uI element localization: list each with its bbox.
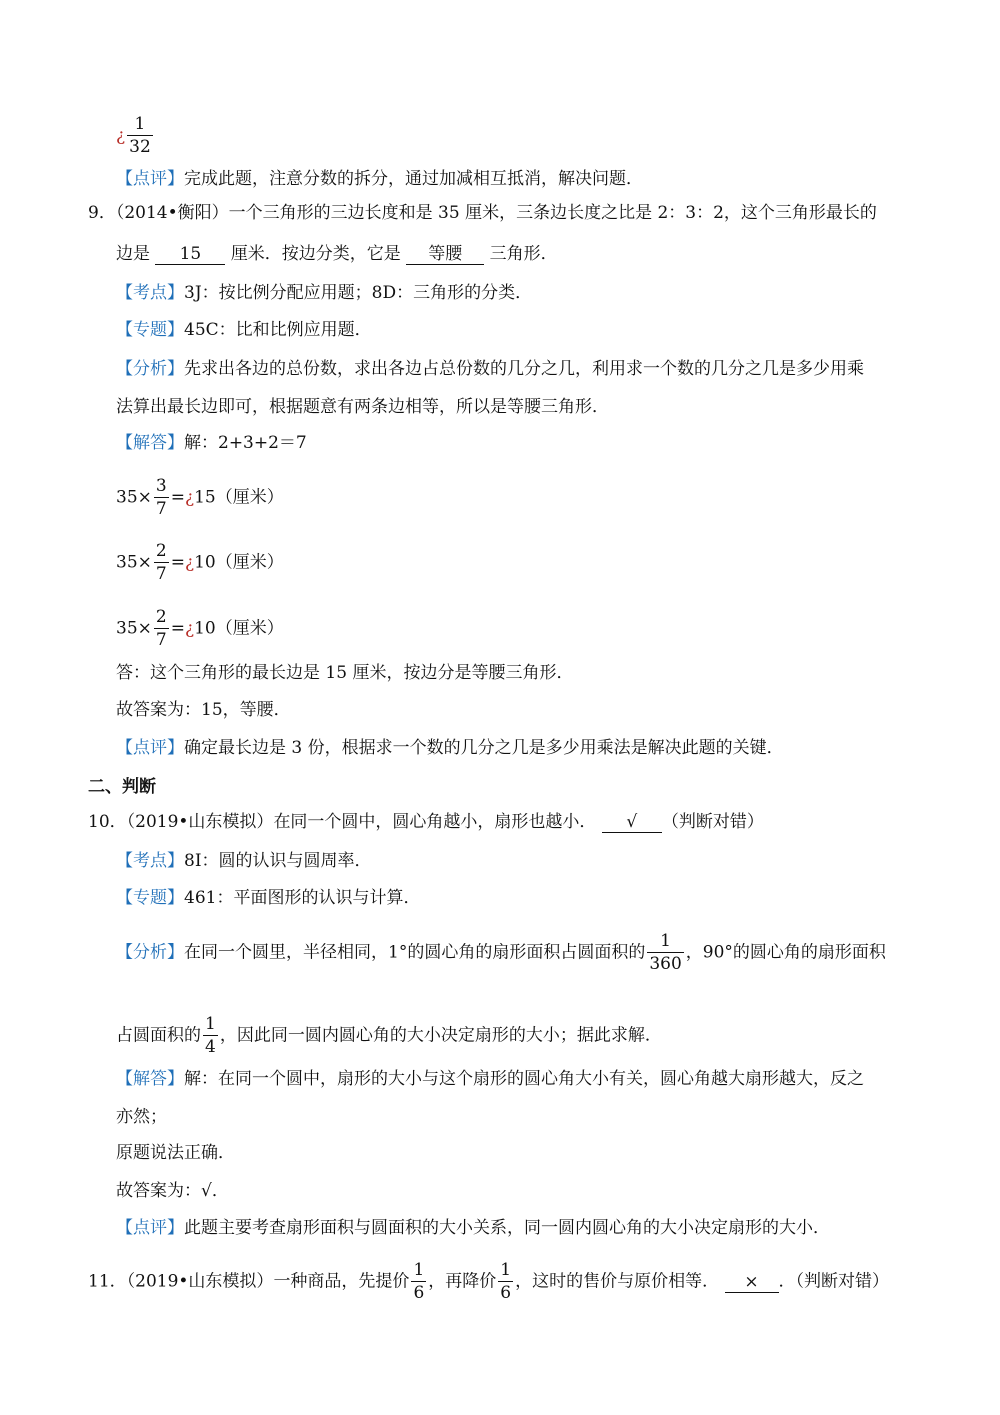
q10-comment: 【点评】此题主要考查扇形面积与圆面积的大小关系，同一圆内圆心角的大小决定扇形的大小． xyxy=(116,1218,830,1238)
zhuanti-tag: 【专题】 xyxy=(116,320,184,340)
comment-tag: 【点评】 xyxy=(116,169,184,189)
q10-stem: 10．（2019•山东模拟）在同一个圆中，圆心角越小，扇形也越小． √ （判断对错） xyxy=(88,812,764,832)
q10-jieda-line1: 【解答】解：在同一个圆中，扇形的大小与这个扇形的圆心角大小有关，圆心角越大扇形越大，反之 xyxy=(116,1069,864,1089)
jieda-tag: 【解答】 xyxy=(116,1069,184,1089)
q10-correct: 原题说法正确． xyxy=(116,1143,235,1163)
q9-zhuanti: 【专题】45C：比和比例应用题． xyxy=(116,320,372,340)
q9-fenxi-line1: 【分析】先求出各边的总份数，求出各边占总份数的几分之几，利用求一个数的几分之几是多少用乘 xyxy=(116,359,864,379)
fraction: $\frac{2}{7}$ xyxy=(155,541,167,584)
q9-stem-line2: 边是 15 厘米．按边分类，它是 等腰 三角形． xyxy=(116,244,558,264)
fenxi-tag: 【分析】 xyxy=(116,359,184,379)
question-number: 9． xyxy=(88,203,116,223)
fraction: $\frac{2}{7}$ xyxy=(155,607,167,650)
q9-stem-line1: 9．（2014•衡阳）一个三角形的三边长度和是 35 厘米，三条边长度之比是 2：3：2，这个三角形最长的 xyxy=(88,203,877,223)
kaodian-tag: 【考点】 xyxy=(116,851,184,871)
fraction: $\frac{1}{6}$ xyxy=(413,1260,425,1303)
jieda-tag: 【解答】 xyxy=(116,433,184,453)
answer-blank: 15 xyxy=(155,244,225,265)
question-source: （2019•山东模拟） xyxy=(126,1271,274,1292)
question-number: 11． xyxy=(88,1271,127,1292)
garbled-char: ¿ xyxy=(116,125,126,146)
section-heading: 二、判断 xyxy=(88,777,156,797)
answer-blank: √ xyxy=(602,812,662,833)
q11-stem: 11．（2019•山东模拟）一种商品，先提价 $\frac{1}{6}$ ，再降价 $\frac{1}{6}$ ，这时的售价与原价相等． × ．（判断对错） xyxy=(88,1260,889,1303)
fraction: $\frac{1}{6}$ xyxy=(500,1260,512,1303)
question-source: （2019•山东模拟） xyxy=(126,812,274,832)
garbled-char: ¿ xyxy=(184,552,195,573)
q9-answer: 答：这个三角形的最长边是 15 厘米，按边分是等腰三角形． xyxy=(116,663,574,683)
comment-tag: 【点评】 xyxy=(116,738,184,758)
comment-tag: 【点评】 xyxy=(116,1218,184,1238)
q10-kaodian: 【考点】8I：圆的认识与圆周率． xyxy=(116,851,372,871)
q10-final: 故答案为：√． xyxy=(116,1181,229,1201)
fraction: $\frac{1}{360}$ xyxy=(649,931,682,974)
question-number: 10． xyxy=(88,812,127,832)
q9-fenxi-line2: 法算出最长边即可，根据题意有两条边相等，所以是等腰三角形． xyxy=(116,397,609,417)
answer-blank: 等腰 xyxy=(406,244,484,265)
calc-line: 35× $\frac{2}{7}$ =¿10（厘米） xyxy=(116,607,284,650)
fraction: $\frac{1}{32}$ xyxy=(129,114,151,157)
q10-fenxi-line1: 【分析】在同一个圆里，半径相同，1°的圆心角的扇形面积占圆面积的 $\frac{1}{360}$ ，90°的圆心角的扇形面积 xyxy=(116,931,886,974)
q9-kaodian: 【考点】3J：按比例分配应用题；8D：三角形的分类． xyxy=(116,283,533,303)
answer-blank: × xyxy=(725,1272,779,1293)
q10-fenxi-line2: 占圆面积的 $\frac{1}{4}$ ，因此同一圆内圆心角的大小决定扇形的大小；据此求解． xyxy=(116,1014,662,1057)
q9-jieda: 【解答】解：2+3+2＝7 xyxy=(116,433,307,453)
fraction: $\frac{1}{4}$ xyxy=(205,1014,216,1057)
calc-line: 35× $\frac{2}{7}$ =¿10（厘米） xyxy=(116,541,284,584)
q10-zhuanti: 【专题】461：平面图形的认识与计算． xyxy=(116,888,421,908)
q9-final: 故答案为：15，等腰． xyxy=(116,700,291,720)
kaodian-tag: 【考点】 xyxy=(116,283,184,303)
garbled-char: ¿ xyxy=(184,618,195,639)
zhuanti-tag: 【专题】 xyxy=(116,888,184,908)
q10-jieda-line2: 亦然； xyxy=(116,1107,167,1127)
p8-comment: 【点评】完成此题，注意分数的拆分，通过加减相互抵消，解决问题． xyxy=(116,169,643,189)
calc-line: 35× $\frac{3}{7}$ =¿15（厘米） xyxy=(116,476,284,519)
garbled-char: ¿ xyxy=(184,487,195,508)
q9-comment: 【点评】确定最长边是 3 份，根据求一个数的几分之几是多少用乘法是解决此题的关键． xyxy=(116,738,784,758)
top-fraction-line xyxy=(116,116,155,156)
fraction: $\frac{3}{7}$ xyxy=(155,476,167,519)
fenxi-tag: 【分析】 xyxy=(116,942,184,963)
question-source: （2014•衡阳） xyxy=(115,203,229,223)
